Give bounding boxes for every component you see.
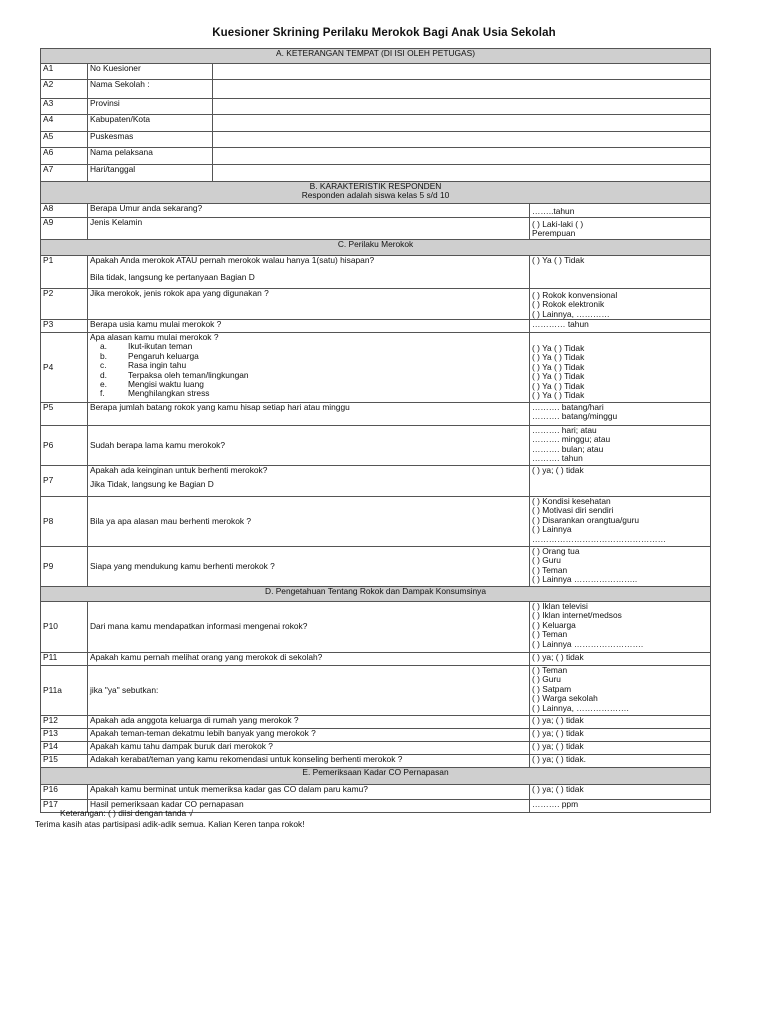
question-text: Sudah berapa lama kamu merokok? bbox=[88, 426, 530, 466]
item-letter: e. bbox=[100, 379, 107, 390]
answer-field-nama-sekolah[interactable] bbox=[213, 80, 711, 99]
question-text: Dari mana kamu mendapatkan informasi mengenai rokok? bbox=[88, 602, 530, 653]
row-label: Provinsi bbox=[88, 99, 213, 115]
option: ………. hari; atau bbox=[532, 425, 597, 436]
answer-options[interactable] bbox=[530, 218, 711, 240]
list-item bbox=[100, 389, 527, 398]
item-letter: c. bbox=[100, 360, 107, 371]
section-c-header bbox=[41, 239, 711, 255]
item-letter: b. bbox=[100, 350, 107, 361]
option: ( ) Laki-laki ( ) bbox=[532, 219, 584, 229]
option: ( ) Ya ( ) Tidak bbox=[532, 371, 585, 382]
section-e-title: E. Pemeriksaan Kadar CO Pernapasan bbox=[41, 768, 711, 785]
question-text bbox=[88, 466, 530, 497]
section-c-title: C. Perilaku Merokok bbox=[41, 239, 711, 255]
question-text: Apakah teman-teman dekatmu lebih banyak yang merokok ? bbox=[88, 729, 530, 742]
option: ………. bulan; atau bbox=[532, 443, 604, 454]
row-code: A3 bbox=[41, 99, 88, 115]
option: ( ) Lainnya, ………… bbox=[532, 308, 610, 319]
question-text: Apakah ada anggota keluarga di rumah yang merokok ? bbox=[88, 716, 530, 729]
question-text: Berapa Umur anda sekarang? bbox=[88, 204, 530, 218]
option: ( ) Rokok konvensional bbox=[532, 289, 618, 300]
answer-options[interactable] bbox=[530, 547, 711, 587]
option: ………… tahun bbox=[532, 319, 589, 330]
answer-options[interactable] bbox=[530, 716, 711, 729]
option: ( ) Orang tua bbox=[532, 546, 580, 557]
footer-thanks: Terima kasih atas partisipasi adik-adik semua. Kalian Keren tanpa rokok! bbox=[35, 819, 305, 829]
table-row bbox=[41, 426, 711, 466]
section-a-header bbox=[41, 49, 711, 64]
table-row bbox=[41, 729, 711, 742]
answer-field-nama-pelaksana[interactable] bbox=[213, 148, 711, 165]
question-text bbox=[88, 333, 530, 403]
row-code: A6 bbox=[41, 148, 88, 165]
answer-options[interactable] bbox=[530, 666, 711, 716]
option: ( ) Ya ( ) Tidak bbox=[532, 343, 585, 354]
option: ( ) Disarankan orangtua/guru bbox=[532, 514, 640, 525]
row-code: A8 bbox=[41, 204, 88, 218]
section-b-title: B. KARAKTERISTIK RESPONDEN bbox=[309, 181, 442, 191]
item-letter: f. bbox=[100, 388, 105, 399]
option: ………. ppm bbox=[532, 799, 579, 810]
row-label: Hari/tanggal bbox=[88, 165, 213, 182]
table-row bbox=[41, 602, 711, 653]
option: ( ) ya; ( ) tidak bbox=[532, 465, 584, 476]
option: ( ) Motivasi diri sendiri bbox=[532, 505, 614, 516]
question-text: Hasil pemeriksaan kadar CO pernapasan bbox=[88, 800, 530, 813]
page-title: Kuesioner Skrining Perilaku Merokok Bagi Anak Usia Sekolah bbox=[212, 27, 556, 39]
answer-options[interactable] bbox=[530, 602, 711, 653]
table-row bbox=[41, 99, 711, 115]
option: ( ) Teman bbox=[532, 665, 568, 676]
answer-field-kabupaten[interactable] bbox=[213, 115, 711, 132]
question-text: Apakah kamu berminat untuk memeriksa kadar gas CO dalam paru kamu? bbox=[88, 785, 530, 800]
table-row bbox=[41, 80, 711, 99]
option: ( ) ya; ( ) tidak bbox=[532, 741, 584, 752]
table-row bbox=[41, 333, 711, 403]
option: ( ) Guru bbox=[532, 555, 561, 566]
section-a-title: A. KETERANGAN TEMPAT (DI ISI OLEH PETUGAS) bbox=[41, 49, 711, 64]
option: ………………………………………… bbox=[532, 533, 666, 544]
option: ( ) Satpam bbox=[532, 683, 572, 694]
answer-options[interactable] bbox=[530, 729, 711, 742]
table-row bbox=[41, 755, 711, 768]
option: ……..tahun bbox=[532, 206, 575, 216]
question-text: Siapa yang mendukung kamu berhenti merokok ? bbox=[88, 547, 530, 587]
row-code: P15 bbox=[41, 755, 88, 768]
table-row bbox=[41, 132, 711, 148]
answer-field-no-kuesioner[interactable] bbox=[213, 64, 711, 80]
row-label: No Kuesioner bbox=[88, 64, 213, 80]
question-text: Apakah kamu pernah melihat orang yang merokok di sekolah? bbox=[88, 653, 530, 666]
answer-options[interactable] bbox=[530, 333, 711, 403]
table-row bbox=[41, 742, 711, 755]
section-e-header bbox=[41, 768, 711, 785]
row-code: P1 bbox=[41, 255, 88, 288]
option: ( ) ya; ( ) tidak bbox=[532, 728, 584, 739]
table-row bbox=[41, 466, 711, 497]
option: ( ) Lainnya, ………………. bbox=[532, 702, 629, 713]
table-row bbox=[41, 497, 711, 547]
table-row bbox=[41, 785, 711, 800]
option: ( ) Warga sekolah bbox=[532, 693, 598, 704]
row-code: P9 bbox=[41, 547, 88, 587]
item-letter: d. bbox=[100, 369, 107, 380]
section-b-header bbox=[41, 182, 711, 204]
option: ( ) Iklan televisi bbox=[532, 601, 588, 612]
table-row bbox=[41, 165, 711, 182]
row-code: P11 bbox=[41, 653, 88, 666]
row-code: A5 bbox=[41, 132, 88, 148]
table-row bbox=[41, 716, 711, 729]
answer-options[interactable] bbox=[530, 653, 711, 666]
question-note: Jika Tidak, langsung ke Bagian D bbox=[90, 479, 214, 490]
table-row bbox=[41, 288, 711, 319]
answer-options[interactable] bbox=[530, 742, 711, 755]
option: ( ) Lainnya bbox=[532, 524, 572, 535]
row-code: A1 bbox=[41, 64, 88, 80]
question-text bbox=[88, 255, 530, 288]
answer-field-hari-tanggal[interactable] bbox=[213, 165, 711, 182]
answer-field-provinsi[interactable] bbox=[213, 99, 711, 115]
row-code: A9 bbox=[41, 218, 88, 240]
question-text: Berapa usia kamu mulai merokok ? bbox=[88, 320, 530, 333]
reason-list bbox=[90, 342, 527, 398]
question: Apakah ada keinginan untuk berhenti merokok? bbox=[90, 465, 268, 476]
answer-options[interactable] bbox=[530, 426, 711, 466]
option: ………. minggu; atau bbox=[532, 434, 611, 445]
option: ( ) Kondisi kesehatan bbox=[532, 496, 611, 507]
table-row bbox=[41, 320, 711, 333]
row-code: P13 bbox=[41, 729, 88, 742]
question-note: Bila tidak, langsung ke pertanyaan Bagian D bbox=[90, 272, 255, 283]
answer-options[interactable] bbox=[530, 288, 711, 319]
option: ( ) ya; ( ) tidak bbox=[532, 715, 584, 726]
item-text: Terpaksa oleh teman/lingkungan bbox=[128, 369, 249, 380]
answer-options[interactable] bbox=[530, 755, 711, 768]
question-text: Jika merokok, jenis rokok apa yang digunakan ? bbox=[88, 288, 530, 319]
option: ( ) Guru bbox=[532, 674, 561, 685]
row-label: Puskesmas bbox=[88, 132, 213, 148]
answer-options[interactable] bbox=[530, 204, 711, 218]
question-text: Berapa jumlah batang rokok yang kamu hisap setiap hari atau minggu bbox=[88, 403, 530, 426]
option: ( ) ya; ( ) tidak bbox=[532, 652, 584, 663]
answer-options[interactable] bbox=[530, 403, 711, 426]
option: ( ) Lainnya ……………………. bbox=[532, 638, 644, 649]
row-code: P12 bbox=[41, 716, 88, 729]
table-row bbox=[41, 547, 711, 587]
option: ………. tahun bbox=[532, 453, 583, 464]
row-code: P2 bbox=[41, 288, 88, 319]
row-code: P11a bbox=[41, 666, 88, 716]
item-text: Rasa ingin tahu bbox=[128, 360, 187, 371]
option: ( ) Lainnya ………………….. bbox=[532, 574, 638, 585]
row-code: A4 bbox=[41, 115, 88, 132]
question-text: Apakah kamu tahu dampak buruk dari merokok ? bbox=[88, 742, 530, 755]
item-text: Ikut-ikutan teman bbox=[128, 341, 193, 352]
question-text: Adakah kerabat/teman yang kamu rekomendasi untuk konseling berhenti merokok ? bbox=[88, 755, 530, 768]
answer-options[interactable] bbox=[530, 320, 711, 333]
table-row bbox=[41, 653, 711, 666]
question-text: Jenis Kelamin bbox=[88, 218, 530, 240]
questionnaire-table bbox=[40, 48, 711, 813]
row-code: P17 bbox=[41, 800, 88, 813]
option: ( ) Teman bbox=[532, 564, 568, 575]
row-label: Nama pelaksana bbox=[88, 148, 213, 165]
table-row bbox=[41, 218, 711, 240]
table-row bbox=[41, 115, 711, 132]
answer-options[interactable] bbox=[530, 255, 711, 288]
answer-options[interactable] bbox=[530, 497, 711, 547]
option: ………. batang/hari bbox=[532, 402, 604, 413]
question: Apa alasan kamu mulai merokok ? bbox=[90, 332, 219, 343]
row-code: P10 bbox=[41, 602, 88, 653]
option: ( ) Ya ( ) Tidak bbox=[532, 390, 585, 401]
question: Apakah Anda merokok ATAU pernah merokok walau hanya 1(satu) hisapan? bbox=[90, 255, 375, 265]
item-text: Mengisi waktu luang bbox=[128, 379, 204, 390]
row-code: P16 bbox=[41, 785, 88, 800]
item-text: Pengaruh keluarga bbox=[128, 350, 199, 361]
row-code: P14 bbox=[41, 742, 88, 755]
option: ( ) Ya ( ) Tidak bbox=[532, 255, 585, 265]
row-label: Nama Sekolah : bbox=[88, 80, 213, 99]
section-d-header bbox=[41, 587, 711, 602]
option: ( ) Iklan internet/medsos bbox=[532, 610, 622, 621]
row-code: A7 bbox=[41, 165, 88, 182]
table-row bbox=[41, 255, 711, 288]
row-code: P7 bbox=[41, 466, 88, 497]
section-b-subtitle: Responden adalah siswa kelas 5 s/d 10 bbox=[301, 190, 450, 201]
answer-options[interactable] bbox=[530, 785, 711, 800]
option: ( ) Rokok elektronik bbox=[532, 299, 605, 310]
answer-options[interactable] bbox=[530, 800, 711, 813]
table-row bbox=[41, 204, 711, 218]
table-row bbox=[41, 403, 711, 426]
option: ( ) ya; ( ) tidak. bbox=[532, 754, 586, 765]
answer-options[interactable] bbox=[530, 466, 711, 497]
section-d-title: D. Pengetahuan Tentang Rokok dan Dampak Konsumsinya bbox=[41, 587, 711, 602]
option: ………. batang/minggu bbox=[532, 411, 618, 422]
option: Perempuan bbox=[532, 228, 576, 239]
item-letter: a. bbox=[100, 341, 107, 352]
row-code: P3 bbox=[41, 320, 88, 333]
question-text: Bila ya apa alasan mau berhenti merokok ? bbox=[88, 497, 530, 547]
row-code: P5 bbox=[41, 403, 88, 426]
table-row bbox=[41, 64, 711, 80]
option: ( ) Ya ( ) Tidak bbox=[532, 380, 585, 391]
option: ( ) Ya ( ) Tidak bbox=[532, 352, 585, 363]
option: ( ) Keluarga bbox=[532, 619, 576, 630]
option: ( ) Ya ( ) Tidak bbox=[532, 361, 585, 372]
option: ( ) Teman bbox=[532, 629, 568, 640]
item-text: Menghilangkan stress bbox=[128, 388, 210, 399]
row-code: P4 bbox=[41, 333, 88, 403]
row-code: P6 bbox=[41, 426, 88, 466]
row-code: P8 bbox=[41, 497, 88, 547]
question-text: jika "ya" sebutkan: bbox=[88, 666, 530, 716]
answer-field-puskesmas[interactable] bbox=[213, 132, 711, 148]
table-row bbox=[41, 666, 711, 716]
table-row bbox=[41, 148, 711, 165]
footer-note: Keterangan: ( ) diisi dengan tanda √ bbox=[60, 808, 194, 818]
row-code: A2 bbox=[41, 80, 88, 99]
option: ( ) ya; ( ) tidak bbox=[532, 784, 584, 795]
row-label: Kabupaten/Kota bbox=[88, 115, 213, 132]
